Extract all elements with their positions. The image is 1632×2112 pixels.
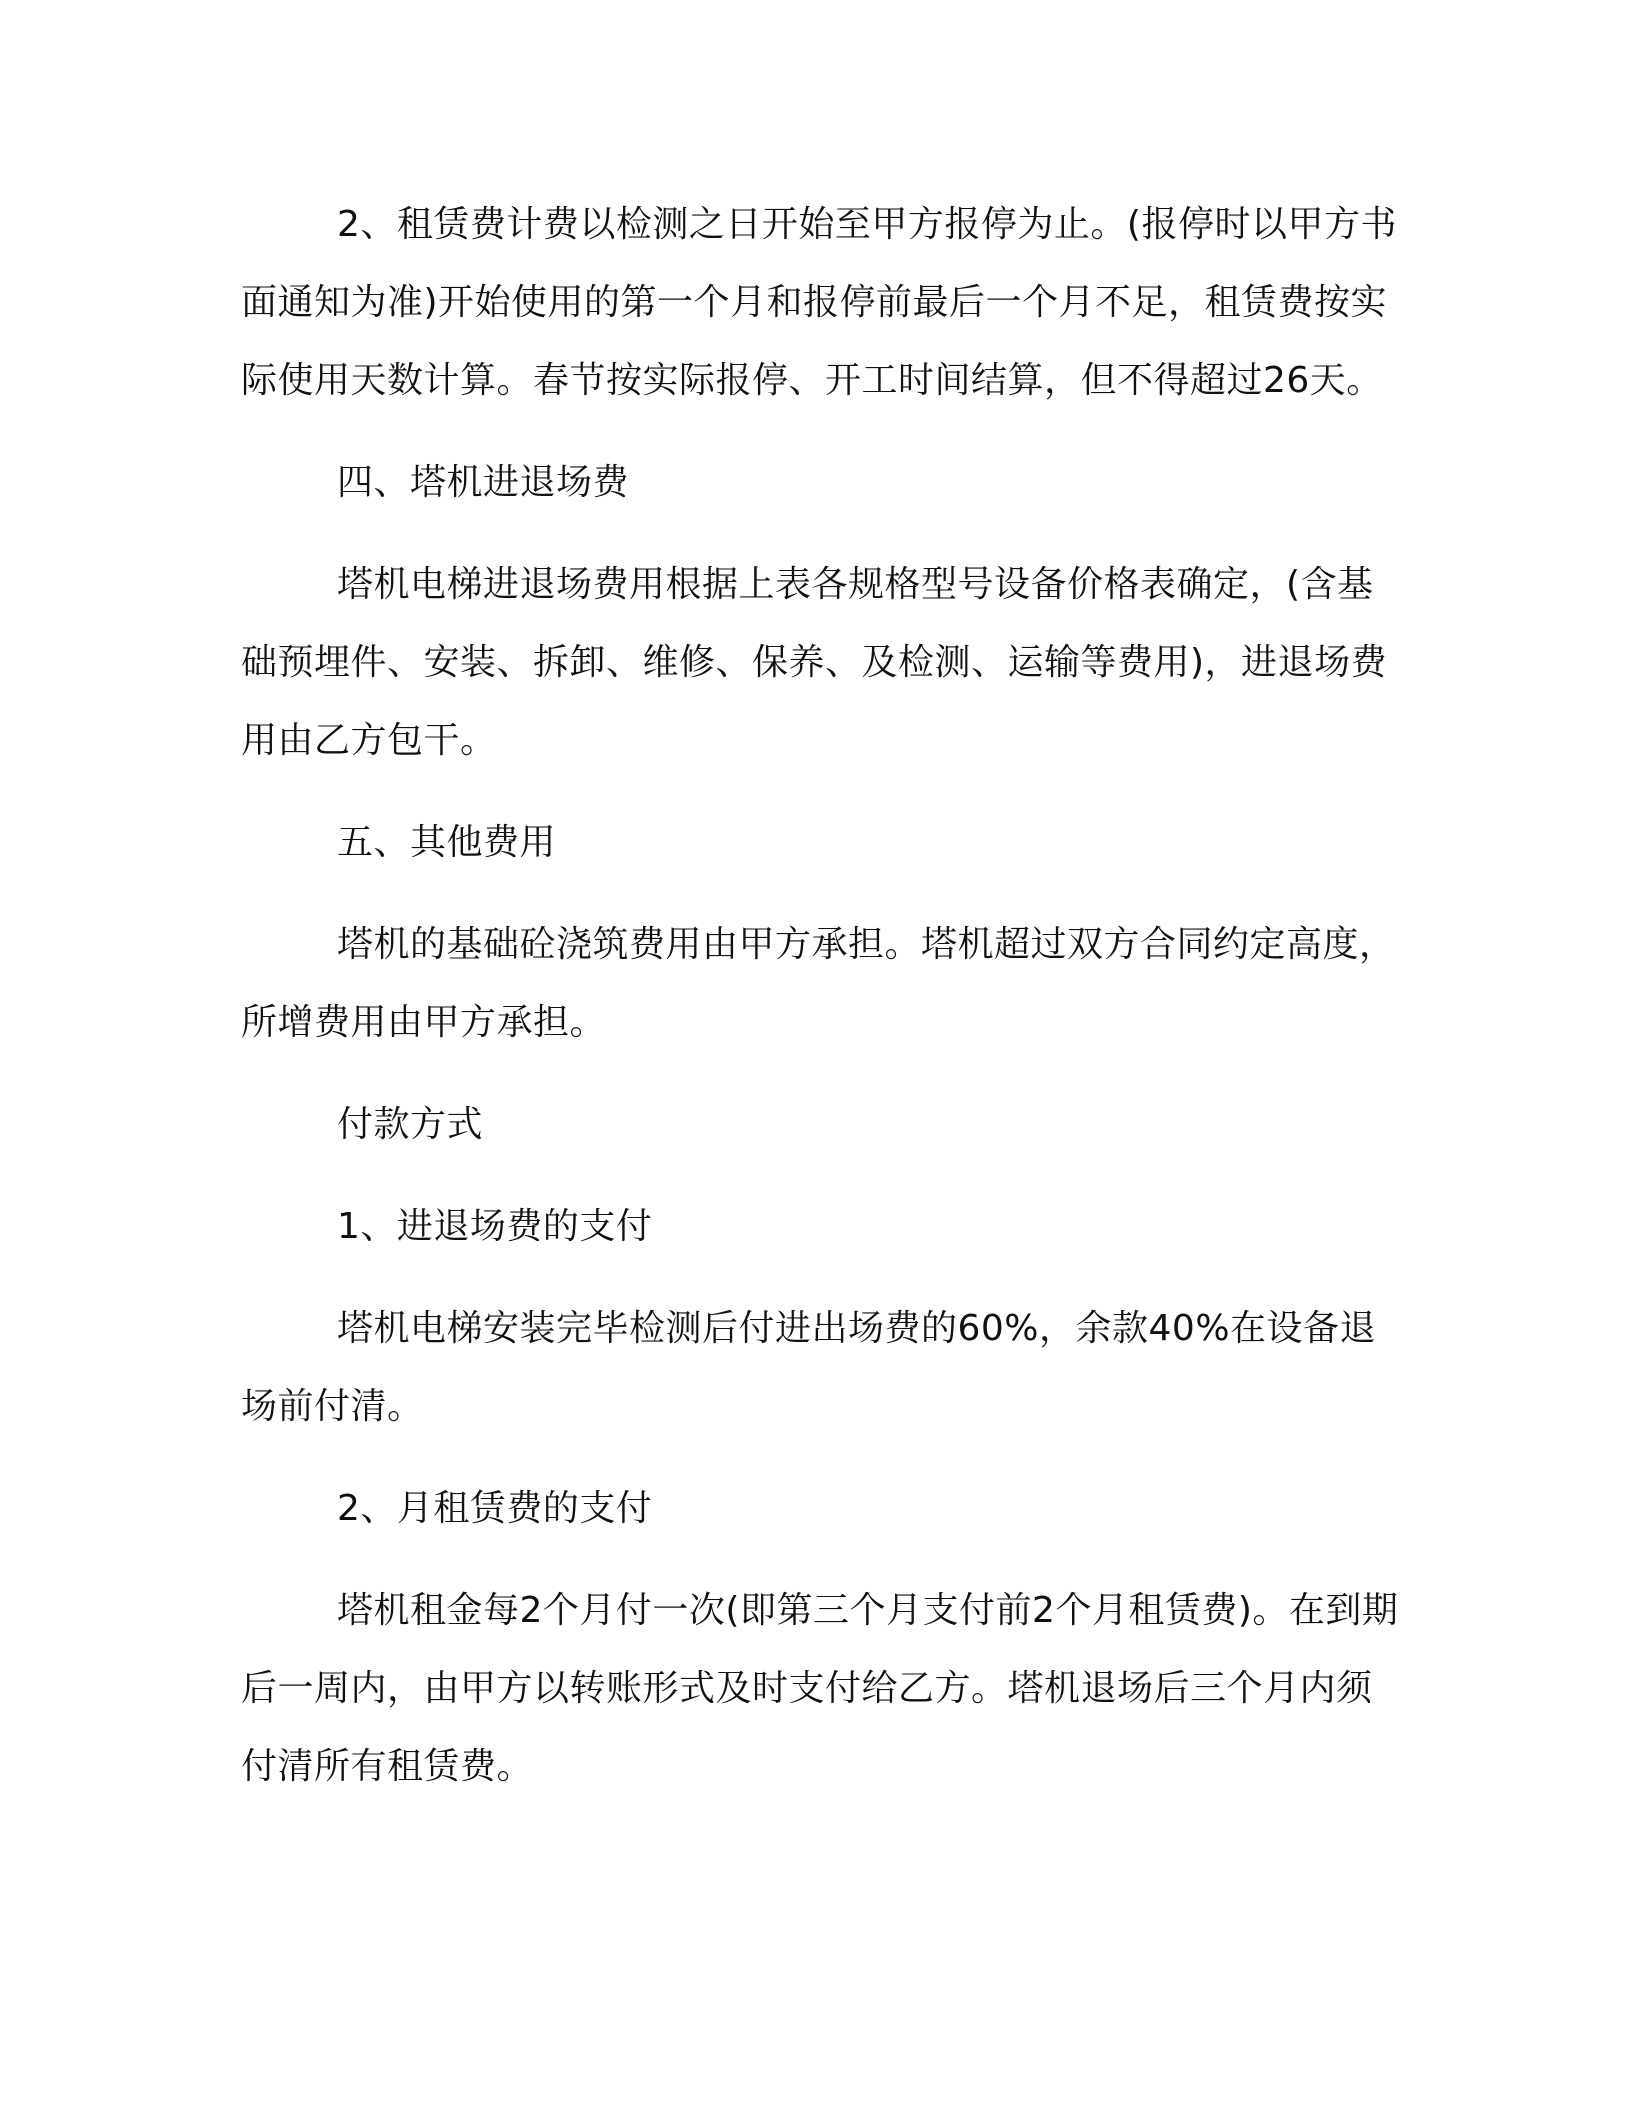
heading-entry-exit-fee-payment: 1、进退场费的支付	[337, 1206, 653, 1247]
heading-section-four-entry-exit-fee: 四、塔机进退场费	[337, 462, 630, 503]
heading-monthly-rent-payment: 2、月租赁费的支付	[337, 1488, 653, 1529]
paragraph-entry-exit-fee-detail: 塔机电梯进退场费用根据上表各规格型号设备价格表确定，(含基础预埋件、安装、拆卸、维修、保养、及检测、运输等费用)，进退场费用由乙方包干。	[241, 564, 1388, 761]
paragraph-monthly-rent-payment-detail: 塔机租金每2个月付一次(即第三个月支付前2个月租赁费)。在到期后一周内，由甲方以转账形式及时支付给乙方。塔机退场后三个月内须付清所有租赁费。	[241, 1590, 1399, 1787]
paragraph-entry-exit-fee-payment-detail: 塔机电梯安装完毕检测后付进出场费的60%，余款40%在设备退场前付清。	[241, 1308, 1377, 1427]
paragraph-other-fees-detail: 塔机的基础砼浇筑费用由甲方承担。塔机超过双方合同约定高度，所增费用由甲方承担。	[241, 924, 1396, 1043]
heading-payment-method: 付款方式	[337, 1104, 484, 1145]
document-body	[241, 186, 1401, 1806]
paragraph-rental-fee-billing: 2、租赁费计费以检测之日开始至甲方报停为止。(报停时以甲方书面通知为准)开始使用的第一个月和报停前最后一个月不足，租赁费按实际使用天数计算。春节按实际报停、开工时间结算，但不得超过26天。	[241, 204, 1397, 401]
heading-section-five-other-fees: 五、其他费用	[337, 822, 557, 863]
